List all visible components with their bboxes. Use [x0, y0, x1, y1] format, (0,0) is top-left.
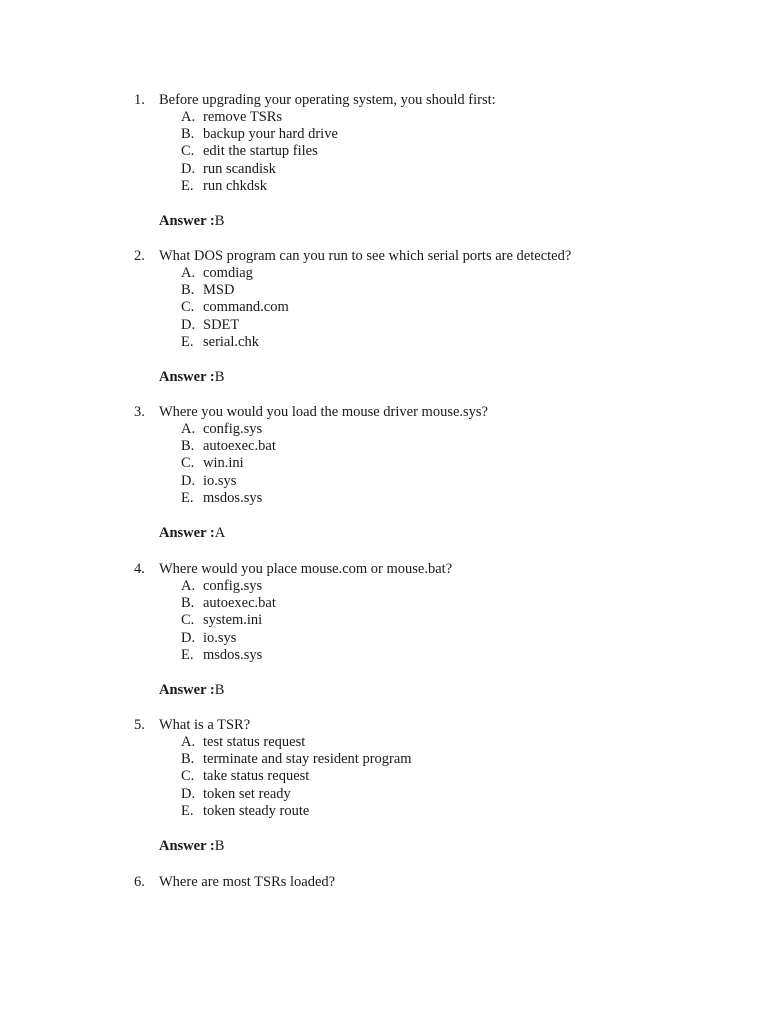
option-text: run scandisk [203, 161, 276, 177]
option-letter: B. [181, 438, 195, 454]
option-text: token set ready [203, 786, 291, 802]
option-letter: A. [181, 421, 196, 437]
option-text: serial.chk [203, 334, 259, 350]
option-letter: B. [181, 282, 195, 298]
option-text: io.sys [203, 630, 237, 646]
option-letter: E. [181, 647, 194, 663]
option-letter: A. [181, 265, 196, 281]
option-letter: B. [181, 751, 195, 767]
question-text: Where would you place mouse.com or mouse.bat? [159, 561, 453, 577]
answer-line [159, 368, 224, 386]
option-letter: C. [181, 768, 195, 784]
answer-label: Answer : [159, 213, 215, 229]
option-text: config.sys [203, 421, 263, 437]
question-text: Where you would you load the mouse driver mouse.sys? [159, 404, 488, 420]
option-letter: C. [181, 612, 195, 628]
option-text: system.ini [203, 612, 263, 628]
answer-value: A [214, 525, 226, 541]
option-letter: B. [181, 126, 195, 142]
option-text: test status request [203, 734, 306, 750]
answer-value: B [214, 682, 225, 698]
option-text: win.ini [203, 455, 244, 471]
option-text: backup your hard drive [203, 126, 338, 142]
option-letter: A. [181, 578, 196, 594]
option-text: msdos.sys [203, 490, 263, 506]
option-letter: C. [181, 455, 195, 471]
option-text: take status request [203, 768, 310, 784]
option-text: command.com [203, 299, 289, 315]
question-text: What is a TSR? [159, 717, 251, 733]
option-letter: D. [181, 317, 196, 333]
answer-label: Answer : [159, 525, 215, 541]
answer-value: B [214, 838, 225, 854]
question-number: 2. [134, 248, 145, 264]
option-text: token steady route [203, 803, 310, 819]
option-letter: A. [181, 109, 196, 125]
question-number: 1. [134, 92, 145, 108]
question-number: 5. [134, 717, 145, 733]
option-letter: E. [181, 178, 194, 194]
question-text: Before upgrading your operating system, you should first: [159, 92, 496, 108]
option-letter: C. [181, 143, 195, 159]
question-text: What DOS program can you run to see which serial ports are detected? [159, 248, 572, 264]
option-text: msdos.sys [203, 647, 263, 663]
option-letter: B. [181, 595, 195, 611]
option-text: autoexec.bat [203, 438, 276, 454]
option-text: remove TSRs [203, 109, 283, 125]
option-text: MSD [203, 282, 235, 298]
option-letter: E. [181, 334, 194, 350]
option-letter: E. [181, 490, 194, 506]
answer-label: Answer : [159, 682, 215, 698]
option-letter: D. [181, 161, 196, 177]
answer-line [159, 837, 224, 855]
question-number: 3. [134, 404, 145, 420]
answer-line [159, 681, 224, 699]
option-letter: C. [181, 299, 195, 315]
option-text: comdiag [203, 265, 253, 281]
answer-value: B [214, 369, 225, 385]
answer-label: Answer : [159, 369, 215, 385]
answer-label: Answer : [159, 838, 215, 854]
option-letter: D. [181, 630, 196, 646]
question-number: 4. [134, 561, 145, 577]
option-text: edit the startup files [203, 143, 318, 159]
question-text: Where are most TSRs loaded? [159, 874, 336, 890]
option-text: config.sys [203, 578, 263, 594]
option-text: SDET [203, 317, 240, 333]
answer-value: B [214, 213, 225, 229]
option-text: run chkdsk [203, 178, 268, 194]
option-letter: D. [181, 786, 196, 802]
option-text: autoexec.bat [203, 595, 276, 611]
option-text: terminate and stay resident program [203, 751, 412, 767]
answer-line [159, 212, 224, 230]
option-letter: A. [181, 734, 196, 750]
option-letter: D. [181, 473, 196, 489]
option-letter: E. [181, 803, 194, 819]
option-text: io.sys [203, 473, 237, 489]
answer-line [159, 524, 225, 542]
question-number: 6. [134, 874, 145, 890]
